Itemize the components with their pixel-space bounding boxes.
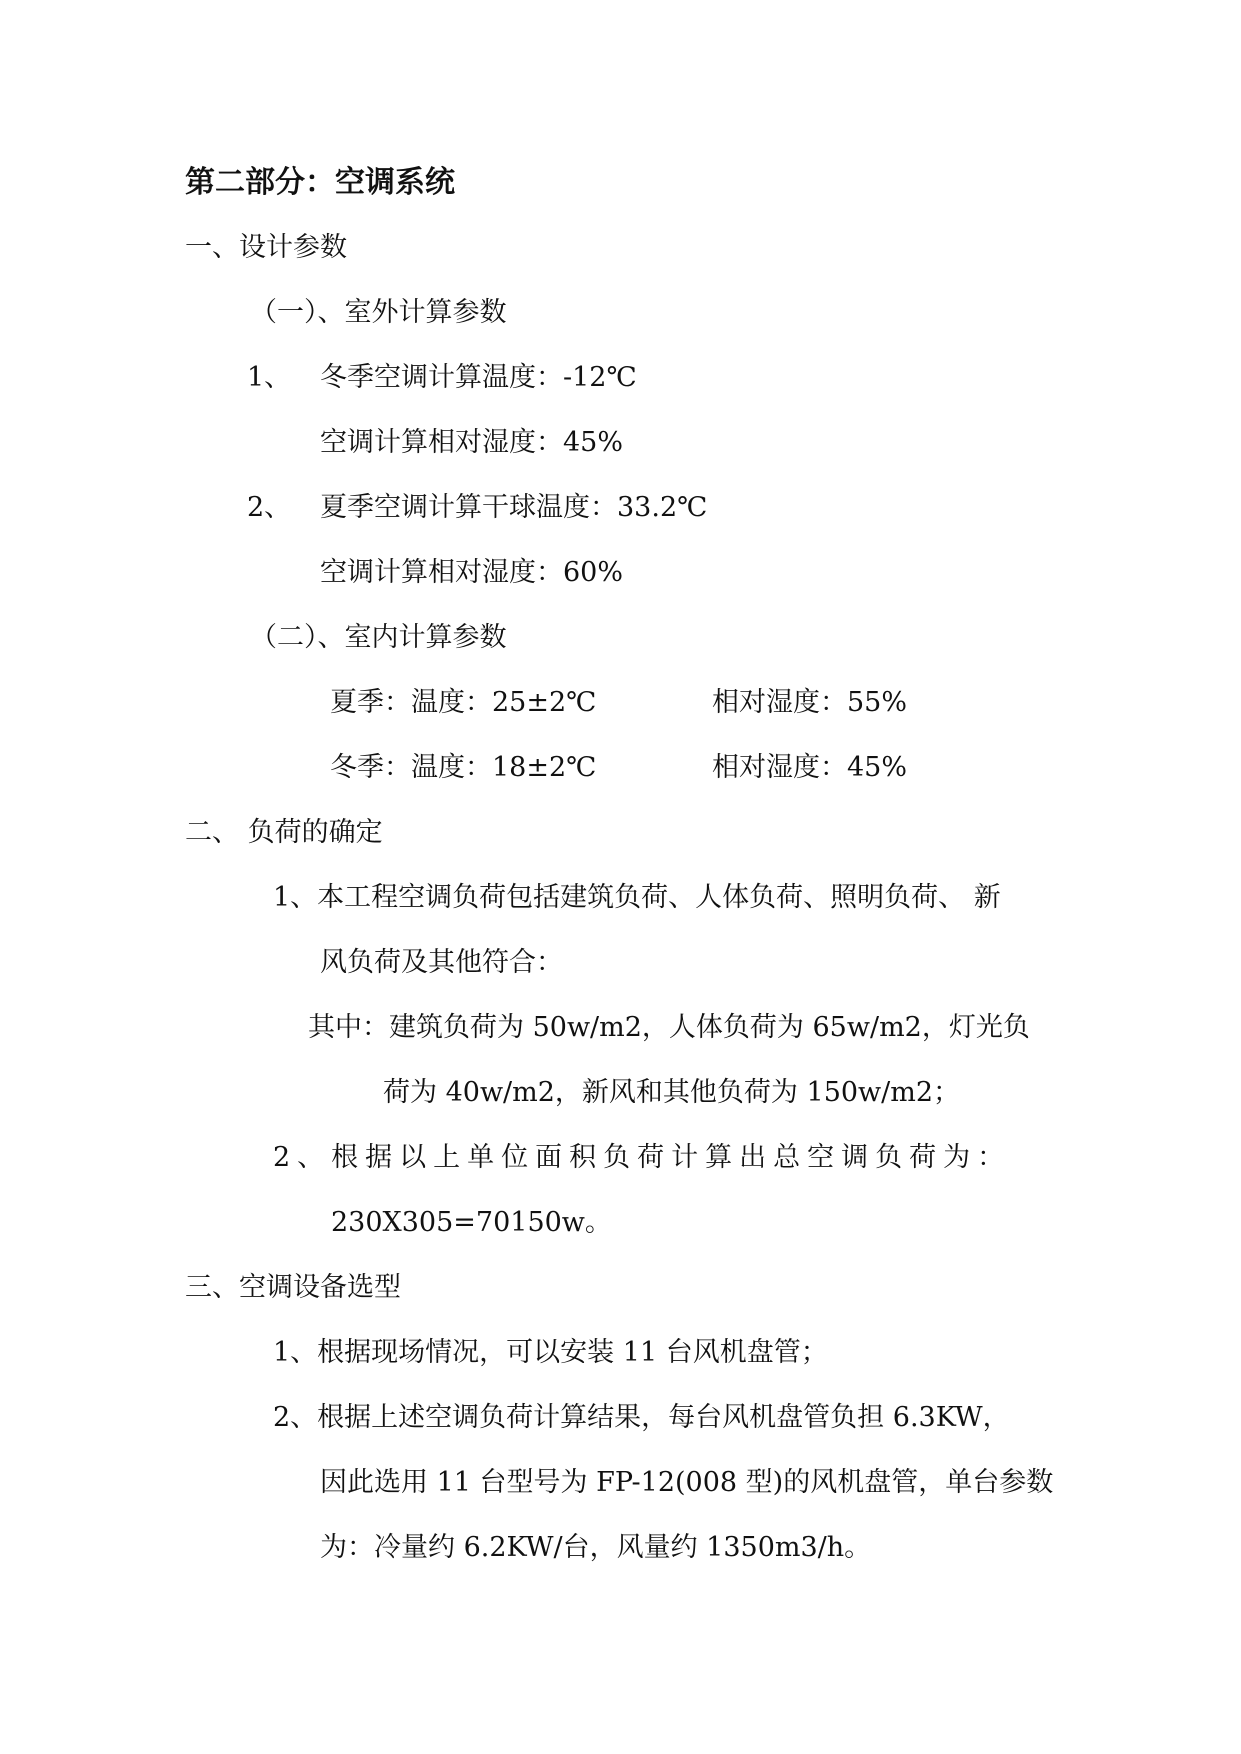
equipment-paragraph-2-line-2: 因此选用 11 台型号为 FP-12(008 型)的风机盘管，单台参数 — [320, 1467, 1054, 1498]
load-paragraph-1-line-2: 风负荷及其他符合： — [320, 947, 563, 978]
outdoor-winter-temperature: 冬季空调计算温度：-12℃ — [320, 362, 637, 393]
load-paragraph-1-line-1: 1、本工程空调负荷包括建筑负荷、人体负荷、照明负荷、 新 — [273, 882, 1001, 913]
outdoor-summer-temperature: 夏季空调计算干球温度：33.2℃ — [320, 492, 708, 523]
indoor-params-heading: （二）、室内计算参数 — [250, 622, 507, 653]
page-title: 第二部分：空调系统 — [185, 165, 455, 200]
outdoor-item-1-number: 1、 — [247, 362, 292, 393]
equipment-paragraph-2-line-3: 为：冷量约 6.2KW/台，风量约 1350m3/h。 — [320, 1532, 872, 1563]
section-1-heading: 一、设计参数 — [185, 232, 347, 263]
load-paragraph-2-line-2: 荷为 40w/m2，新风和其他负荷为 150w/m2； — [383, 1077, 961, 1108]
equipment-paragraph-2-line-1: 2、根据上述空调负荷计算结果，每台风机盘管负担 6.3KW， — [273, 1402, 1010, 1433]
section-2-heading: 二、 负荷的确定 — [185, 817, 383, 848]
outdoor-item-2-number: 2、 — [247, 492, 292, 523]
outdoor-winter-humidity: 空调计算相对湿度：45% — [320, 427, 624, 458]
outdoor-summer-humidity: 空调计算相对湿度：60% — [320, 557, 624, 588]
load-paragraph-3-line-1: 2、根据以上单位面积负荷计算出总空调负荷为： — [273, 1142, 1012, 1173]
indoor-summer-humidity: 相对湿度：55% — [712, 687, 908, 718]
outdoor-params-heading: （一）、室外计算参数 — [250, 297, 507, 328]
indoor-winter-humidity: 相对湿度：45% — [712, 752, 908, 783]
load-paragraph-3-line-2: 230X305=70150w。 — [331, 1207, 612, 1238]
equipment-paragraph-1: 1、根据现场情况，可以安装 11 台风机盘管； — [273, 1337, 828, 1368]
section-3-heading: 三、空调设备选型 — [185, 1272, 401, 1303]
load-paragraph-2-line-1: 其中：建筑负荷为 50w/m2，人体负荷为 65w/m2，灯光负 — [308, 1012, 1030, 1043]
indoor-winter-temperature: 冬季：温度：18±2℃ — [330, 752, 597, 783]
indoor-summer-temperature: 夏季：温度：25±2℃ — [330, 687, 597, 718]
